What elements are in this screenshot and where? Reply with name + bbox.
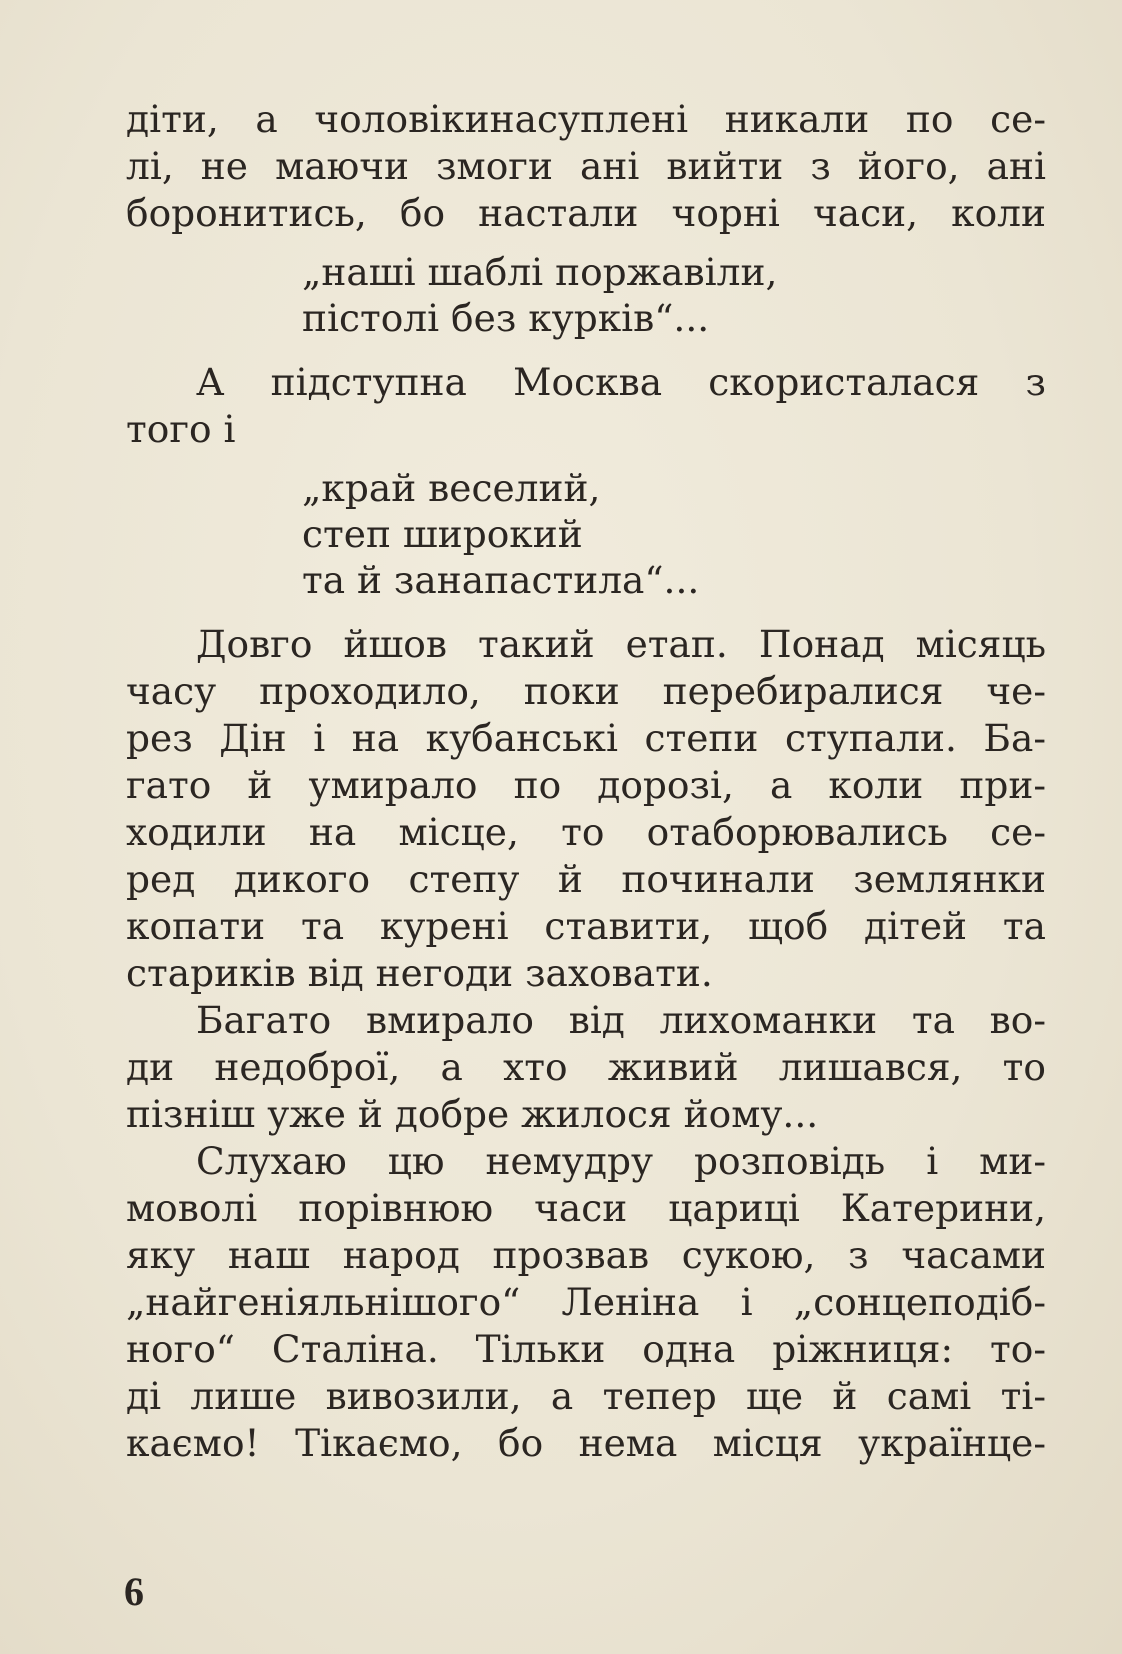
paragraph-start: А підступна Москва скористалася з <box>196 360 1046 404</box>
text-line: ред дикого степу й починали землянки <box>126 857 1046 901</box>
text-line: яку наш народ прозвав сукою, з часами <box>126 1233 1046 1277</box>
text-line: рез Дін і на кубанські степи ступали. Ба- <box>126 716 1046 760</box>
text-line: стариків від негоди заховати. <box>126 951 713 995</box>
verse-line: „наші шаблі поржавіли, <box>302 250 778 294</box>
text-line: ді лише вивозили, а тепер ще й самі ті- <box>126 1374 1046 1418</box>
paragraph-start: Багато вмирало від лихоманки та во- <box>196 998 1046 1042</box>
paragraph-start: Слухаю цю немудру розповідь і ми- <box>196 1139 1046 1183</box>
text-line: „найгеніяльнішого“ Леніна і „сонцеподіб- <box>126 1280 1046 1324</box>
text-line: каємо! Тікаємо, бо нема місця українце- <box>126 1421 1046 1465</box>
verse-line: степ широкий <box>302 512 583 556</box>
text-line: часу проходило, поки перебиралися че- <box>126 669 1046 713</box>
text-line: діти, а чоловікинасуплені никали по се- <box>126 97 1046 141</box>
text-line: моволі порівнюю часи цариці Катерини, <box>126 1186 1046 1230</box>
text-line: ного“ Сталіна. Тільки одна ріжниця: то- <box>126 1327 1046 1371</box>
text-line: пізніш уже й добре жилося йому... <box>126 1092 819 1136</box>
text-line: лі, не маючи змоги ані вийти з його, ані <box>126 144 1046 188</box>
paragraph-start: Довго йшов такий етап. Понад місяць <box>196 622 1046 666</box>
verse-line: „край веселий, <box>302 466 601 510</box>
verse-line: та й занапастила“... <box>302 558 700 602</box>
text-line: ходили на місце, то отаборювались се- <box>126 810 1046 854</box>
text-line: ди недоброї, а хто живий лишався, то <box>126 1045 1046 1089</box>
verse-line: пістолі без курків“... <box>302 296 710 340</box>
text-line: гато й умирало по дорозі, а коли при- <box>126 763 1046 807</box>
page-number: 6 <box>124 1569 144 1614</box>
text-line: копати та курені ставити, щоб дітей та <box>126 904 1046 948</box>
text-line: боронитись, бо настали чорні часи, коли <box>126 191 1046 235</box>
page-text <box>126 96 1046 1467</box>
text-line: того і <box>126 407 236 451</box>
